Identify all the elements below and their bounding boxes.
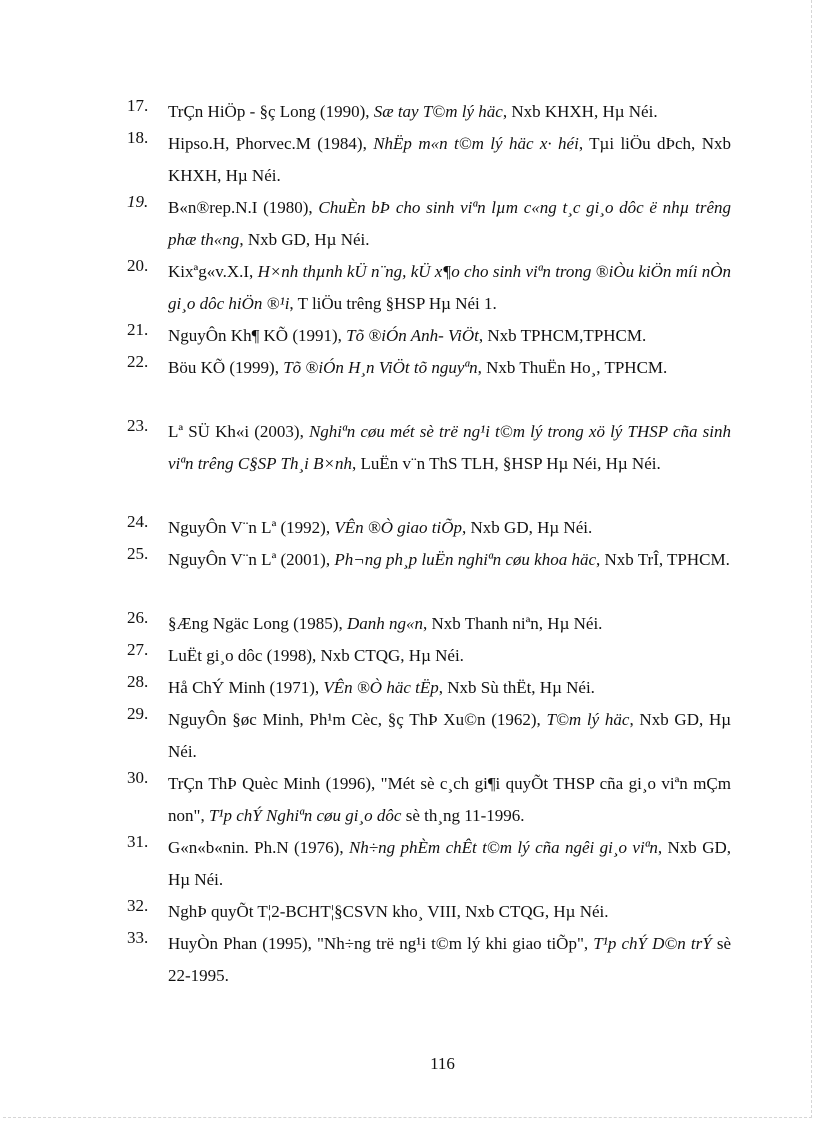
reference-text: NguyÔn V¨n Lª (1992), VÊn ®Ò giao tiÕp, Nxb GD, Hµ Néi.: [168, 518, 593, 537]
reference-text: NguyÔn Kh¶ KÕ (1991), Tõ ®iÓn Anh- ViÖt, Nxb TPHCM,TPHCM.: [168, 326, 647, 345]
reference-number: 24.: [127, 512, 149, 531]
reference-text: Kixªg«v.X.I, H×nh thµnh kÜ n¨ng, kÜ x¶o cho sinh viªn trong ®iÒu kiÖn míi nÒn gi¸o dôc hiÖn ®¹i, T liÖu trêng §HSP Hµ Néi 1.: [168, 262, 731, 313]
reference-number: 28.: [127, 672, 149, 691]
reference-text: TrÇn ThÞ Quèc Minh (1996), "Mét sè c¸ch gi¶i quyÕt THSP cña gi¸o viªn mÇm non", T¹p chÝ Nghiªn cøu gi¸o dôc sè th¸ng 11-1996.: [168, 774, 731, 825]
page-number: 116: [430, 1054, 455, 1073]
reference-number: 21.: [127, 320, 149, 339]
reference-number: 18.: [127, 128, 149, 147]
reference-text: NghÞ quyÕt T¦2-BCHT¦§CSVN kho¸ VIII, Nxb CTQG, Hµ Néi.: [168, 902, 609, 921]
reference-number: 27.: [127, 640, 149, 659]
reference-text: TrÇn HiÖp - §ç Long (1990), Sæ tay T©m lý häc, Nxb KHXH, Hµ Néi.: [168, 102, 658, 121]
reference-number: 29.: [127, 704, 149, 723]
reference-number: 22.: [127, 352, 149, 371]
reference-text: §Æng Ngäc Long (1985), Danh ng«n, Nxb Thanh niªn, Hµ Néi.: [168, 614, 603, 633]
reference-text: G«n«b«nin. Ph.N (1976), Nh÷ng phÈm chÊt t©m lý cña ngêi gi¸o viªn, Nxb GD, Hµ Néi.: [168, 838, 731, 889]
reference-number: 26.: [127, 608, 149, 627]
reference-number: 23.: [127, 416, 149, 435]
reference-text: LuËt gi¸o dôc (1998), Nxb CTQG, Hµ Néi.: [168, 646, 464, 665]
reference-number: 31.: [127, 832, 149, 851]
reference-number: 25.: [127, 544, 149, 563]
reference-text: Lª SÜ Kh«i (2003), Nghiªn cøu mét sè trë ng¹i t©m lý trong xö lý THSP cña sinh viªn trêng C§SP Th¸i B×nh, LuËn v¨n ThS TLH, §HSP Hµ Néi, Hµ Néi.: [168, 422, 731, 473]
reference-text: NguyÔn §øc Minh, Ph¹m Cèc, §ç ThÞ Xu©n (1962), T©m lý häc, Nxb GD, Hµ Néi.: [168, 710, 732, 761]
reference-number: 19.: [127, 192, 149, 211]
reference-number: 32.: [127, 896, 149, 915]
reference-text: HuyÒn Phan (1995), "Nh÷ng trë ng¹i t©m lý khi giao tiÕp", T¹p chÝ D©n trÝ sè 22-1995.: [168, 934, 731, 985]
reference-text: Hipso.H, Phorvec.M (1984), NhËp m«n t©m lý häc x· héi, Tµi liÖu dÞch, Nxb KHXH, Hµ Néi.: [168, 134, 731, 185]
reference-number: 33.: [127, 928, 149, 947]
reference-number: 17.: [127, 96, 149, 115]
reference-text: NguyÔn V¨n Lª (2001), Ph¬ng ph¸p luËn nghiªn cøu khoa häc, Nxb TrÎ, TPHCM.: [168, 550, 730, 569]
reference-number: 20.: [127, 256, 149, 275]
reference-number: 30.: [127, 768, 149, 787]
reference-text: Hå ChÝ Minh (1971), VÊn ®Ò häc tËp, Nxb Sù thËt, Hµ Néi.: [168, 678, 595, 697]
reference-text: B«n®rep.N.I (1980), ChuÈn bÞ cho sinh viªn lµm c«ng t¸c gi¸o dôc ë nhµ trêng phæ th«ng, Nxb GD, Hµ Néi.: [168, 198, 731, 249]
reference-text: Böu KÕ (1999), Tõ ®iÓn H¸n ViÖt tõ nguyªn, Nxb ThuËn Ho¸, TPHCM.: [168, 358, 668, 377]
